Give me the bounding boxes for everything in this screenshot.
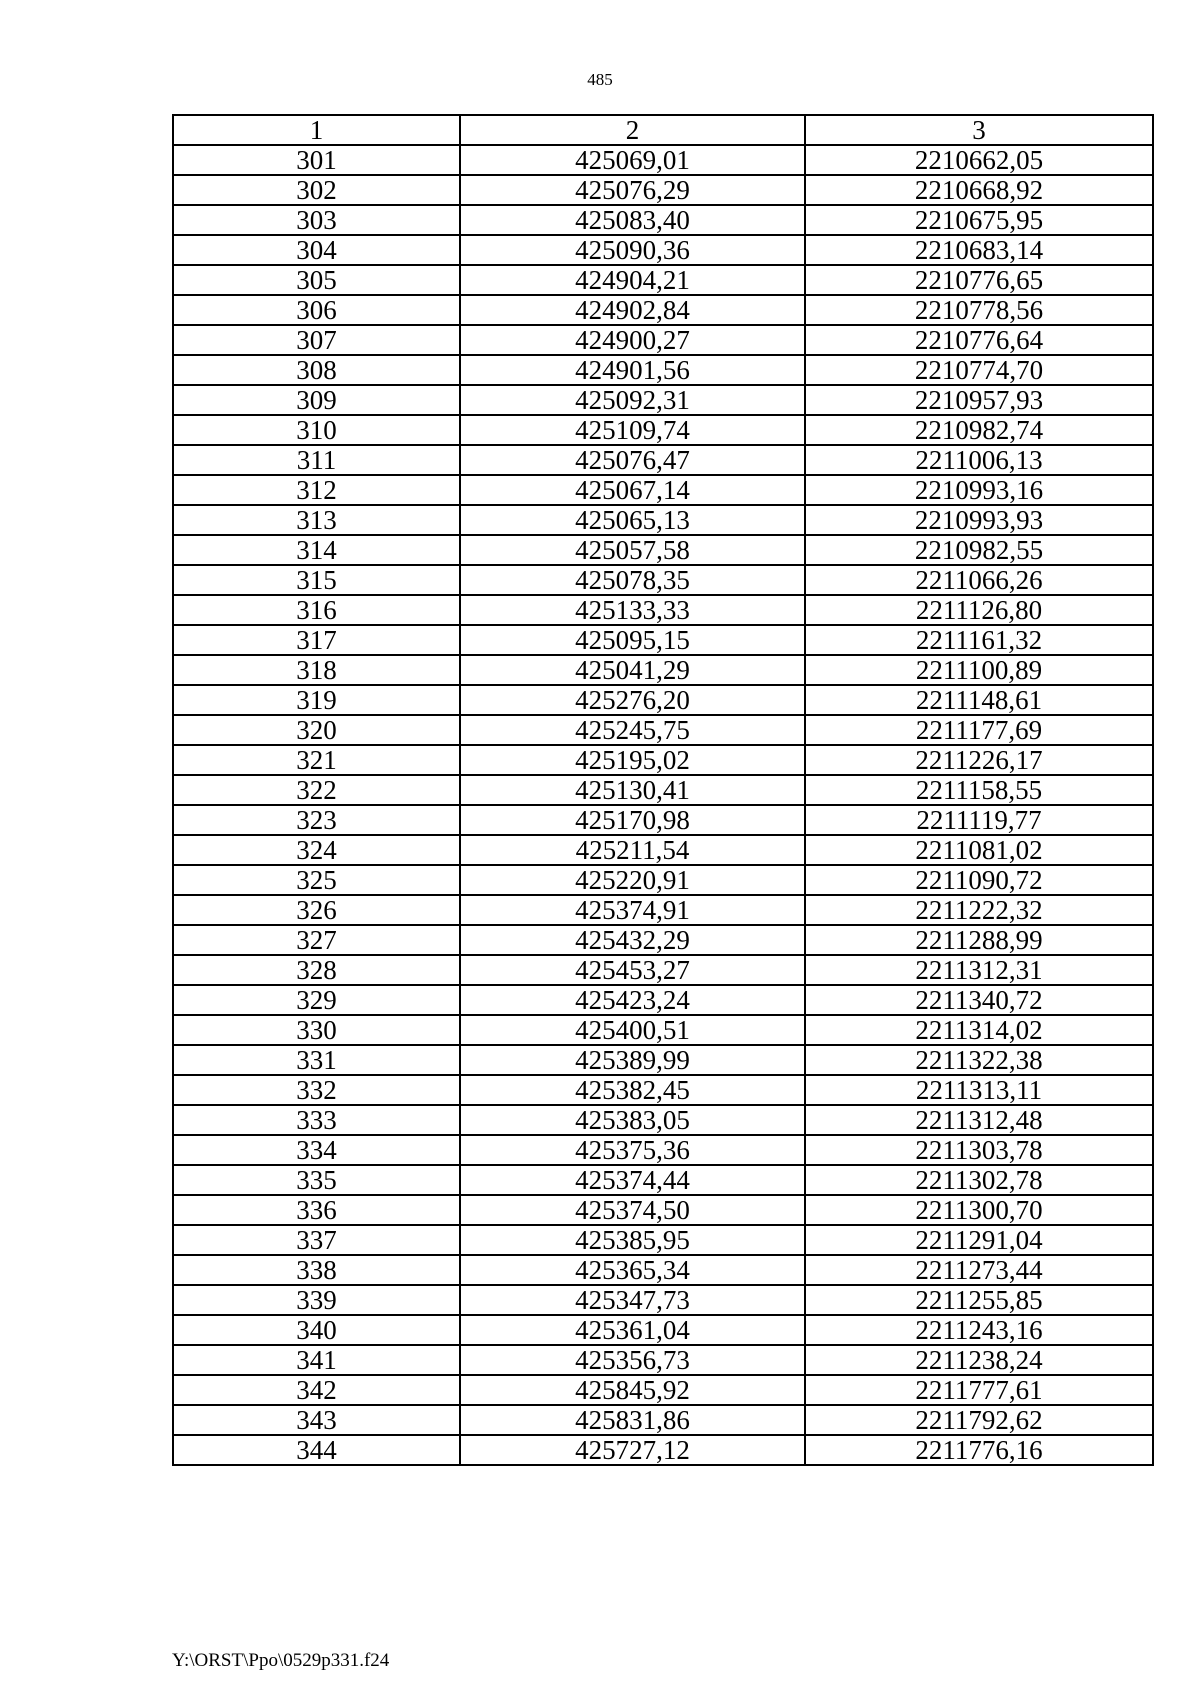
point-number-cell: 341 bbox=[173, 1345, 460, 1375]
table-row bbox=[173, 805, 1153, 835]
table-row bbox=[173, 1435, 1153, 1465]
x-coordinate-cell: 425385,95 bbox=[460, 1225, 805, 1255]
point-number-cell: 328 bbox=[173, 955, 460, 985]
x-coordinate-cell: 425130,41 bbox=[460, 775, 805, 805]
footer-file-path: Y:\ORST\Ppo\0529p331.f24 bbox=[172, 1650, 390, 1671]
table-body bbox=[173, 145, 1153, 1465]
x-coordinate-cell: 425845,92 bbox=[460, 1375, 805, 1405]
point-number-cell: 344 bbox=[173, 1435, 460, 1465]
table-row bbox=[173, 1015, 1153, 1045]
table-row bbox=[173, 475, 1153, 505]
page-number: 485 bbox=[587, 70, 613, 89]
point-number-cell: 342 bbox=[173, 1375, 460, 1405]
x-coordinate-cell: 425220,91 bbox=[460, 865, 805, 895]
point-number-cell: 336 bbox=[173, 1195, 460, 1225]
y-coordinate-cell: 2211792,62 bbox=[805, 1405, 1153, 1435]
y-coordinate-cell: 2211312,31 bbox=[805, 955, 1153, 985]
y-coordinate-cell: 2210993,93 bbox=[805, 505, 1153, 535]
point-number-cell: 304 bbox=[173, 235, 460, 265]
table-row bbox=[173, 985, 1153, 1015]
y-coordinate-cell: 2211243,16 bbox=[805, 1315, 1153, 1345]
table-row bbox=[173, 1315, 1153, 1345]
point-number-cell: 316 bbox=[173, 595, 460, 625]
x-coordinate-cell: 425057,58 bbox=[460, 535, 805, 565]
point-number-cell: 332 bbox=[173, 1075, 460, 1105]
y-coordinate-cell: 2211081,02 bbox=[805, 835, 1153, 865]
x-coordinate-cell: 425727,12 bbox=[460, 1435, 805, 1465]
y-coordinate-cell: 2211126,80 bbox=[805, 595, 1153, 625]
x-coordinate-cell: 425076,29 bbox=[460, 175, 805, 205]
point-number-cell: 322 bbox=[173, 775, 460, 805]
point-number-cell: 331 bbox=[173, 1045, 460, 1075]
y-coordinate-cell: 2211776,16 bbox=[805, 1435, 1153, 1465]
y-coordinate-cell: 2211006,13 bbox=[805, 445, 1153, 475]
table-row bbox=[173, 565, 1153, 595]
point-number-cell: 330 bbox=[173, 1015, 460, 1045]
coordinates-table bbox=[172, 114, 1154, 1466]
y-coordinate-cell: 2211158,55 bbox=[805, 775, 1153, 805]
y-coordinate-cell: 2211119,77 bbox=[805, 805, 1153, 835]
table-row bbox=[173, 175, 1153, 205]
point-number-cell: 337 bbox=[173, 1225, 460, 1255]
table-row bbox=[173, 1105, 1153, 1135]
table-row bbox=[173, 1285, 1153, 1315]
table-row bbox=[173, 445, 1153, 475]
point-number-cell: 311 bbox=[173, 445, 460, 475]
point-number-cell: 326 bbox=[173, 895, 460, 925]
table-row bbox=[173, 1225, 1153, 1255]
table-row bbox=[173, 925, 1153, 955]
table-row bbox=[173, 1255, 1153, 1285]
y-coordinate-cell: 2211255,85 bbox=[805, 1285, 1153, 1315]
x-coordinate-cell: 425453,27 bbox=[460, 955, 805, 985]
x-coordinate-cell: 425374,50 bbox=[460, 1195, 805, 1225]
header-cell-col-2: 2 bbox=[460, 115, 805, 145]
y-coordinate-cell: 2210662,05 bbox=[805, 145, 1153, 175]
x-coordinate-cell: 425090,36 bbox=[460, 235, 805, 265]
x-coordinate-cell: 425432,29 bbox=[460, 925, 805, 955]
table-row bbox=[173, 355, 1153, 385]
y-coordinate-cell: 2210982,55 bbox=[805, 535, 1153, 565]
x-coordinate-cell: 425041,29 bbox=[460, 655, 805, 685]
x-coordinate-cell: 424901,56 bbox=[460, 355, 805, 385]
point-number-cell: 338 bbox=[173, 1255, 460, 1285]
point-number-cell: 320 bbox=[173, 715, 460, 745]
x-coordinate-cell: 425374,91 bbox=[460, 895, 805, 925]
x-coordinate-cell: 425347,73 bbox=[460, 1285, 805, 1315]
table-row bbox=[173, 235, 1153, 265]
x-coordinate-cell: 425092,31 bbox=[460, 385, 805, 415]
x-coordinate-cell: 425067,14 bbox=[460, 475, 805, 505]
point-number-cell: 340 bbox=[173, 1315, 460, 1345]
x-coordinate-cell: 424904,21 bbox=[460, 265, 805, 295]
y-coordinate-cell: 2211314,02 bbox=[805, 1015, 1153, 1045]
table-row bbox=[173, 655, 1153, 685]
table-row bbox=[173, 835, 1153, 865]
table-row bbox=[173, 1045, 1153, 1075]
point-number-cell: 306 bbox=[173, 295, 460, 325]
table-row bbox=[173, 745, 1153, 775]
x-coordinate-cell: 425078,35 bbox=[460, 565, 805, 595]
point-number-cell: 323 bbox=[173, 805, 460, 835]
table-row bbox=[173, 625, 1153, 655]
point-number-cell: 312 bbox=[173, 475, 460, 505]
x-coordinate-cell: 425076,47 bbox=[460, 445, 805, 475]
x-coordinate-cell: 425375,36 bbox=[460, 1135, 805, 1165]
x-coordinate-cell: 425356,73 bbox=[460, 1345, 805, 1375]
table-row bbox=[173, 685, 1153, 715]
point-number-cell: 319 bbox=[173, 685, 460, 715]
x-coordinate-cell: 425365,34 bbox=[460, 1255, 805, 1285]
table-header-row bbox=[173, 115, 1153, 145]
x-coordinate-cell: 425400,51 bbox=[460, 1015, 805, 1045]
y-coordinate-cell: 2211226,17 bbox=[805, 745, 1153, 775]
point-number-cell: 309 bbox=[173, 385, 460, 415]
table-row bbox=[173, 265, 1153, 295]
x-coordinate-cell: 425069,01 bbox=[460, 145, 805, 175]
y-coordinate-cell: 2211322,38 bbox=[805, 1045, 1153, 1075]
point-number-cell: 308 bbox=[173, 355, 460, 385]
table-row bbox=[173, 1075, 1153, 1105]
x-coordinate-cell: 425095,15 bbox=[460, 625, 805, 655]
y-coordinate-cell: 2210675,95 bbox=[805, 205, 1153, 235]
point-number-cell: 334 bbox=[173, 1135, 460, 1165]
x-coordinate-cell: 425109,74 bbox=[460, 415, 805, 445]
x-coordinate-cell: 425245,75 bbox=[460, 715, 805, 745]
table-row bbox=[173, 145, 1153, 175]
x-coordinate-cell: 425423,24 bbox=[460, 985, 805, 1015]
point-number-cell: 310 bbox=[173, 415, 460, 445]
table-header bbox=[173, 115, 1153, 145]
x-coordinate-cell: 425374,44 bbox=[460, 1165, 805, 1195]
y-coordinate-cell: 2211238,24 bbox=[805, 1345, 1153, 1375]
table-row bbox=[173, 1195, 1153, 1225]
table-row bbox=[173, 1405, 1153, 1435]
x-coordinate-cell: 425195,02 bbox=[460, 745, 805, 775]
table-row bbox=[173, 385, 1153, 415]
y-coordinate-cell: 2210683,14 bbox=[805, 235, 1153, 265]
y-coordinate-cell: 2210982,74 bbox=[805, 415, 1153, 445]
y-coordinate-cell: 2211300,70 bbox=[805, 1195, 1153, 1225]
y-coordinate-cell: 2211148,61 bbox=[805, 685, 1153, 715]
y-coordinate-cell: 2211288,99 bbox=[805, 925, 1153, 955]
y-coordinate-cell: 2211291,04 bbox=[805, 1225, 1153, 1255]
table-row bbox=[173, 415, 1153, 445]
y-coordinate-cell: 2211303,78 bbox=[805, 1135, 1153, 1165]
x-coordinate-cell: 425211,54 bbox=[460, 835, 805, 865]
point-number-cell: 343 bbox=[173, 1405, 460, 1435]
y-coordinate-cell: 2210776,64 bbox=[805, 325, 1153, 355]
y-coordinate-cell: 2210993,16 bbox=[805, 475, 1153, 505]
x-coordinate-cell: 424900,27 bbox=[460, 325, 805, 355]
table-row bbox=[173, 1165, 1153, 1195]
y-coordinate-cell: 2211340,72 bbox=[805, 985, 1153, 1015]
point-number-cell: 321 bbox=[173, 745, 460, 775]
header-cell-col-3: 3 bbox=[805, 115, 1153, 145]
table-row bbox=[173, 505, 1153, 535]
y-coordinate-cell: 2211777,61 bbox=[805, 1375, 1153, 1405]
x-coordinate-cell: 425065,13 bbox=[460, 505, 805, 535]
y-coordinate-cell: 2211312,48 bbox=[805, 1105, 1153, 1135]
table-row bbox=[173, 1345, 1153, 1375]
x-coordinate-cell: 425170,98 bbox=[460, 805, 805, 835]
x-coordinate-cell: 425133,33 bbox=[460, 595, 805, 625]
header-cell-col-1: 1 bbox=[173, 115, 460, 145]
x-coordinate-cell: 425361,04 bbox=[460, 1315, 805, 1345]
y-coordinate-cell: 2210774,70 bbox=[805, 355, 1153, 385]
y-coordinate-cell: 2210957,93 bbox=[805, 385, 1153, 415]
table-row bbox=[173, 325, 1153, 355]
x-coordinate-cell: 425831,86 bbox=[460, 1405, 805, 1435]
y-coordinate-cell: 2211066,26 bbox=[805, 565, 1153, 595]
point-number-cell: 333 bbox=[173, 1105, 460, 1135]
point-number-cell: 307 bbox=[173, 325, 460, 355]
point-number-cell: 314 bbox=[173, 535, 460, 565]
y-coordinate-cell: 2210668,92 bbox=[805, 175, 1153, 205]
table-row bbox=[173, 865, 1153, 895]
point-number-cell: 303 bbox=[173, 205, 460, 235]
point-number-cell: 335 bbox=[173, 1165, 460, 1195]
table-row bbox=[173, 775, 1153, 805]
x-coordinate-cell: 425276,20 bbox=[460, 685, 805, 715]
point-number-cell: 339 bbox=[173, 1285, 460, 1315]
y-coordinate-cell: 2211222,32 bbox=[805, 895, 1153, 925]
y-coordinate-cell: 2211161,32 bbox=[805, 625, 1153, 655]
y-coordinate-cell: 2210776,65 bbox=[805, 265, 1153, 295]
y-coordinate-cell: 2211177,69 bbox=[805, 715, 1153, 745]
table-row bbox=[173, 595, 1153, 625]
y-coordinate-cell: 2211273,44 bbox=[805, 1255, 1153, 1285]
y-coordinate-cell: 2211090,72 bbox=[805, 865, 1153, 895]
table-row bbox=[173, 955, 1153, 985]
table-row bbox=[173, 1135, 1153, 1165]
point-number-cell: 325 bbox=[173, 865, 460, 895]
y-coordinate-cell: 2211313,11 bbox=[805, 1075, 1153, 1105]
y-coordinate-cell: 2211302,78 bbox=[805, 1165, 1153, 1195]
y-coordinate-cell: 2210778,56 bbox=[805, 295, 1153, 325]
point-number-cell: 318 bbox=[173, 655, 460, 685]
point-number-cell: 301 bbox=[173, 145, 460, 175]
table-row bbox=[173, 205, 1153, 235]
point-number-cell: 305 bbox=[173, 265, 460, 295]
point-number-cell: 302 bbox=[173, 175, 460, 205]
point-number-cell: 327 bbox=[173, 925, 460, 955]
x-coordinate-cell: 425083,40 bbox=[460, 205, 805, 235]
table-row bbox=[173, 535, 1153, 565]
point-number-cell: 315 bbox=[173, 565, 460, 595]
x-coordinate-cell: 425383,05 bbox=[460, 1105, 805, 1135]
point-number-cell: 324 bbox=[173, 835, 460, 865]
point-number-cell: 329 bbox=[173, 985, 460, 1015]
table-row bbox=[173, 1375, 1153, 1405]
point-number-cell: 313 bbox=[173, 505, 460, 535]
x-coordinate-cell: 424902,84 bbox=[460, 295, 805, 325]
table-row bbox=[173, 295, 1153, 325]
table-row bbox=[173, 715, 1153, 745]
y-coordinate-cell: 2211100,89 bbox=[805, 655, 1153, 685]
table-row bbox=[173, 895, 1153, 925]
point-number-cell: 317 bbox=[173, 625, 460, 655]
x-coordinate-cell: 425389,99 bbox=[460, 1045, 805, 1075]
x-coordinate-cell: 425382,45 bbox=[460, 1075, 805, 1105]
